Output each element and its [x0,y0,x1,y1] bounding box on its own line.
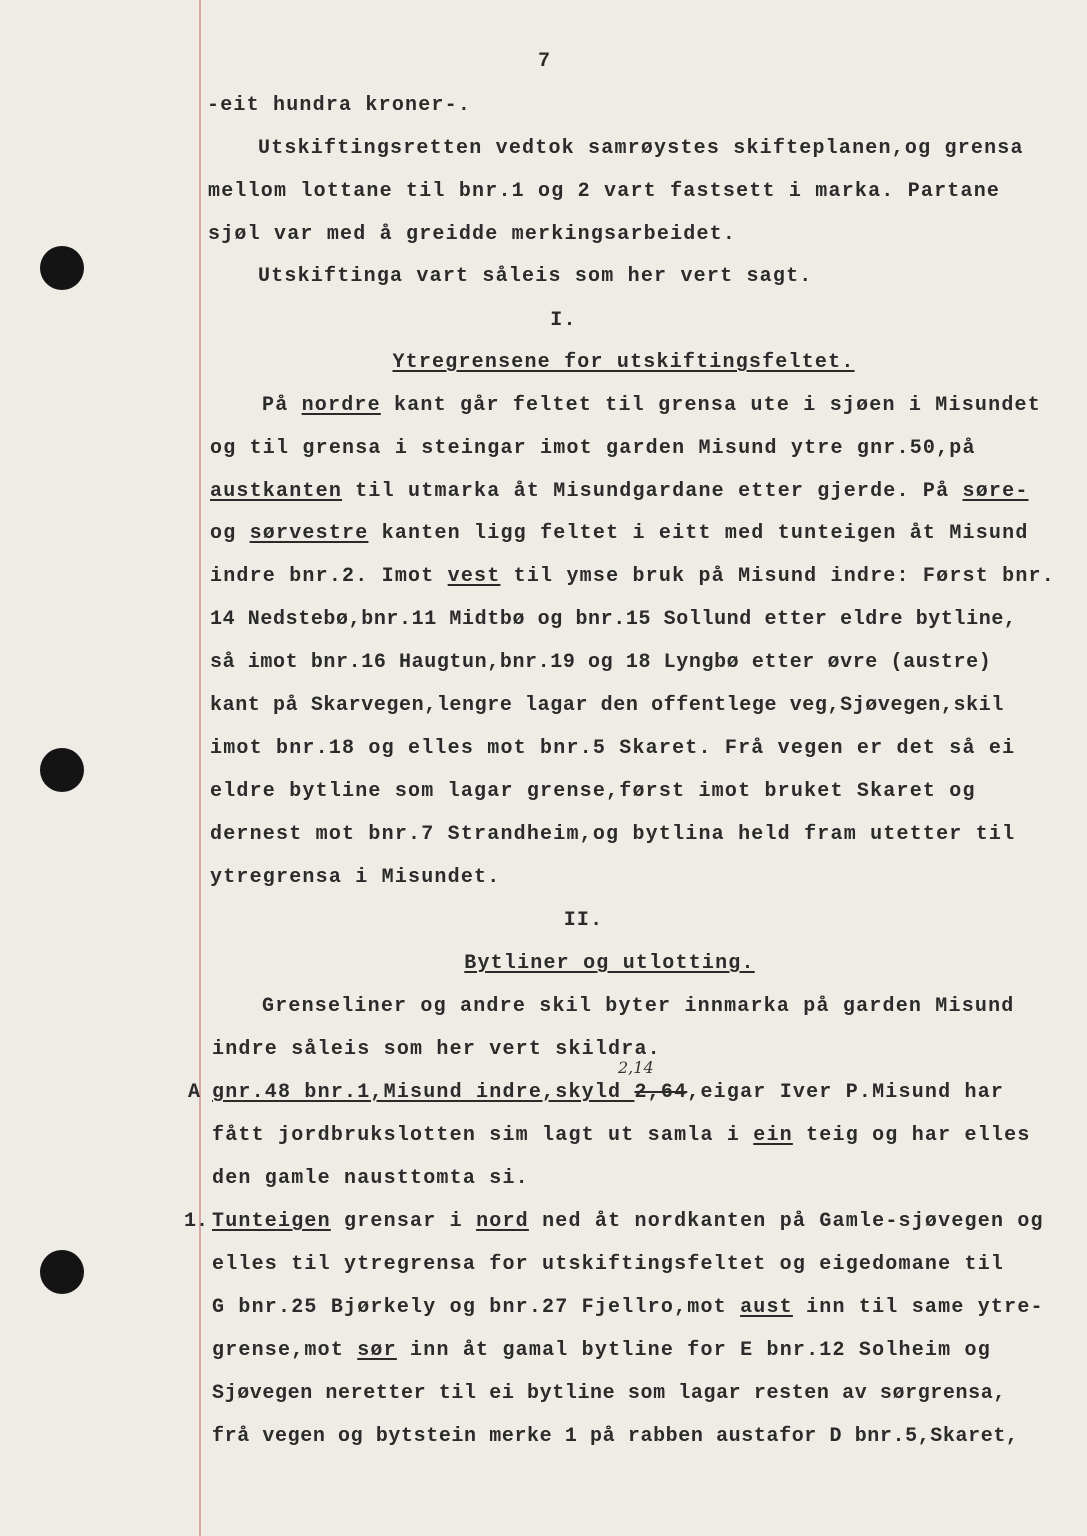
text-line: mellom lottane til bnr.1 og 2 vart fastsett i marka. Partane [208,180,1001,203]
text-line: sjøl var med å greidde merkingsarbeidet. [208,223,737,246]
text-line: Utskiftingsretten vedtok samrøystes skifteplanen,og grensa [258,137,1024,160]
text-line [210,480,1029,504]
text-line: Sjøvegen neretter til ei bytline som lagar resten av sørgrensa, [212,1382,1006,1405]
text-line: 14 Nedstebø,bnr.11 Midtbø og bnr.15 Sollund etter eldre bytline, [210,608,1017,631]
text-line [212,1081,1004,1105]
section-numeral: II. [563,909,604,932]
underlined-word: aust [740,1296,793,1319]
text-span: inn til same ytre- [792,1296,1044,1319]
text-span: grensar i [330,1210,477,1233]
margin-letter: A [188,1081,201,1104]
text-line [212,1124,1031,1148]
text-span: kanten ligg feltet i eitt med tunteigen åt Misund [368,522,1029,545]
underlined-word: vest [447,565,501,588]
text-line [212,1339,991,1363]
heading-text: Ytregrensene for utskiftingsfeltet. [392,351,855,374]
text-span: G bnr.25 Bjørkely og bnr.27 Fjellro,mot [212,1296,741,1319]
punch-hole [40,1250,84,1294]
text-span: På [262,394,302,417]
underlined-word: sørvestre [249,522,369,545]
punch-hole [40,748,84,792]
text-line [262,394,1041,418]
text-line: Utskiftinga vart såleis som her vert sagt. [258,265,813,288]
text-line: eldre bytline som lagar grense,først imot bruket Skaret og [210,780,976,803]
section-heading [66,952,1087,976]
text-span: fått jordbrukslotten sim lagt ut samla i [212,1124,754,1147]
text-line [210,522,1029,546]
text-line: kant på Skarvegen,lengre lagar den offentlege veg,Sjøvegen,skil [210,694,1004,717]
underlined-word: nord [476,1210,529,1233]
text-line: ytregrensa i Misundet. [210,866,501,889]
text-line [212,1210,1044,1234]
punch-hole [40,246,84,290]
underlined-word: Tunteigen [212,1210,331,1233]
text-line [210,565,1055,589]
text-line: imot bnr.18 og elles mot bnr.5 Skaret. Frå vegen er det så ei [210,737,1016,760]
heading-text: Bytliner og utlotting. [464,952,755,975]
text-line: -eit hundra kroner-. [207,94,472,117]
text-line: indre såleis som her vert skildra. [212,1038,661,1061]
section-numeral: I. [550,309,577,332]
handwritten-correction: 2,14 [618,1058,654,1077]
underlined-word: søre- [962,480,1029,503]
text-span: til ymse bruk på Misund indre: Først bnr. [500,565,1055,588]
text-line: så imot bnr.16 Haugtun,bnr.19 og 18 Lyngbø etter øvre (austre) [210,651,992,674]
text-span: kant går feltet til grensa ute i sjøen i Misundet [380,394,1041,417]
underlined-word: nordre [301,394,381,417]
page-number: 7 [538,50,551,73]
text-line: den gamle nausttomta si. [212,1167,529,1190]
text-span: ned åt nordkanten på Gamle-sjøvegen og [528,1210,1044,1233]
text-line: og til grensa i steingar imot garden Misund ytre gnr.50,på [210,437,976,460]
text-span: indre bnr.2. Imot [210,565,448,588]
text-span: inn åt gamal bytline for E bnr.12 Solheim og [396,1339,991,1362]
text-span: grense,mot [212,1339,358,1362]
section-heading [80,351,1087,375]
underlined-text: gnr.48 bnr.1,Misund indre,skyld [212,1081,635,1104]
text-span: ,eigar Iver P.Misund har [687,1081,1005,1104]
margin-number: 1. [184,1210,209,1233]
underlined-word: sør [357,1339,397,1362]
text-line: Grenseliner og andre skil byter innmarka på garden Misund [262,995,1015,1018]
text-span: til utmarka åt Misundgardane etter gjerde. På [342,480,963,503]
text-line: frå vegen og bytstein merke 1 på rabben austafor D bnr.5,Skaret, [212,1425,1019,1448]
underlined-word: austkanten [210,480,343,503]
struck-value: 2,64 [634,1081,688,1104]
underlined-word: ein [753,1124,793,1147]
text-line: dernest mot bnr.7 Strandheim,og bytlina held fram utetter til [210,823,1016,846]
text-span: teig og har elles [792,1124,1031,1147]
text-line: elles til ytregrensa for utskiftingsfeltet og eigedomane til [212,1253,1005,1276]
text-line [212,1296,1044,1320]
margin-rule [199,0,201,1536]
text-span: og [210,522,250,545]
